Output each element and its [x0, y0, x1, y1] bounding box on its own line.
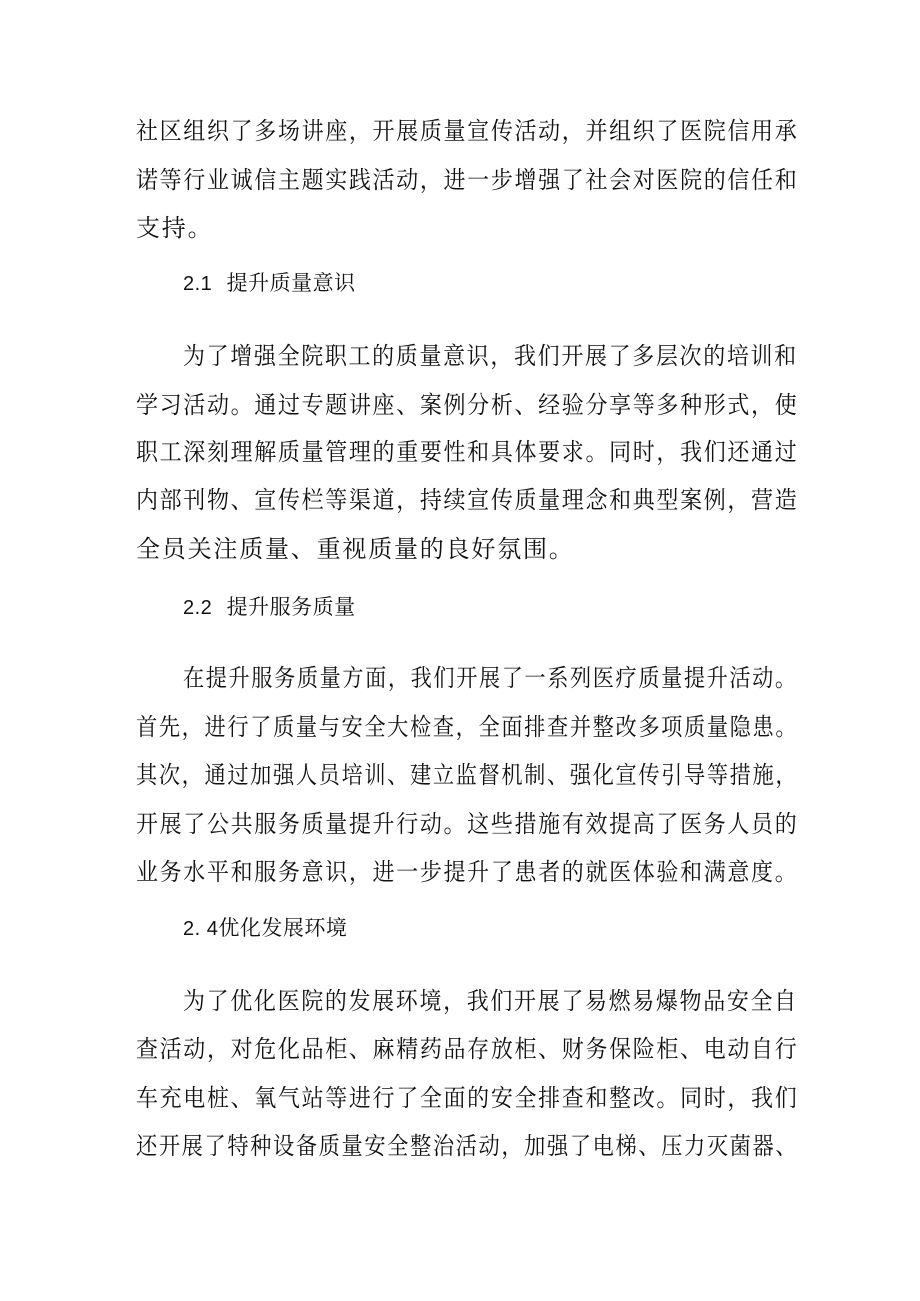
section-heading-2-1 — [183, 268, 356, 299]
paragraph-line: 开展了公共服务质量提升行动。这些措施有效提高了医务人员的 — [136, 810, 799, 838]
section-number: 2.1 — [183, 273, 213, 295]
section-heading-2-2 — [183, 592, 356, 623]
paragraph-line: 业务水平和服务意识，进一步提升了患者的就医体验和满意度。 — [136, 858, 799, 886]
paragraph-line: 职工深刻理解质量管理的重要性和具体要求。同时，我们还通过 — [136, 438, 799, 466]
section-title: 优化发展环境 — [218, 916, 348, 940]
paragraph-line: 首先，进行了质量与安全大检查，全面排查并整改多项质量隐患。 — [136, 713, 799, 741]
section-title: 提升服务质量 — [226, 595, 356, 619]
paragraph-line: 支持。 — [136, 214, 214, 242]
section-heading-2-4 — [183, 913, 347, 944]
paragraph-line: 查活动，对危化品柜、麻精药品存放柜、财务保险柜、电动自行 — [136, 1035, 799, 1063]
paragraph-line: 内部刊物、宣传栏等渠道，持续宣传质量理念和典型案例，营造 — [136, 486, 799, 514]
paragraph-line: 全员关注质量、重视质量的良好氛围。 — [136, 535, 575, 563]
paragraph-line: 为了优化医院的发展环境，我们开展了易燃易爆物品安全自 — [183, 987, 798, 1015]
paragraph-line: 还开展了特种设备质量安全整治活动，加强了电梯、压力灭菌器、 — [136, 1132, 799, 1160]
paragraph-line: 车充电桩、氧气站等进行了全面的安全排查和整改。同时，我们 — [136, 1084, 799, 1112]
paragraph-line: 为了增强全院职工的质量意识，我们开展了多层次的培训和 — [183, 342, 798, 370]
section-title: 提升质量意识 — [226, 271, 356, 295]
paragraph-line: 在提升服务质量方面，我们开展了一系列医疗质量提升活动。 — [183, 664, 798, 692]
paragraph-line: 学习活动。通过专题讲座、案例分析、经验分享等多种形式，使 — [136, 391, 799, 419]
paragraph-line: 社区组织了多场讲座，开展质量宣传活动，并组织了医院信用承 — [136, 117, 799, 145]
paragraph-line: 诺等行业诚信主题实践活动，进一步增强了社会对医院的信任和 — [136, 166, 799, 194]
paragraph-line: 其次，通过加强人员培训、建立监督机制、强化宣传引导等措施， — [136, 761, 799, 789]
section-number: 2. 4 — [183, 918, 219, 940]
section-number: 2.2 — [183, 597, 213, 619]
